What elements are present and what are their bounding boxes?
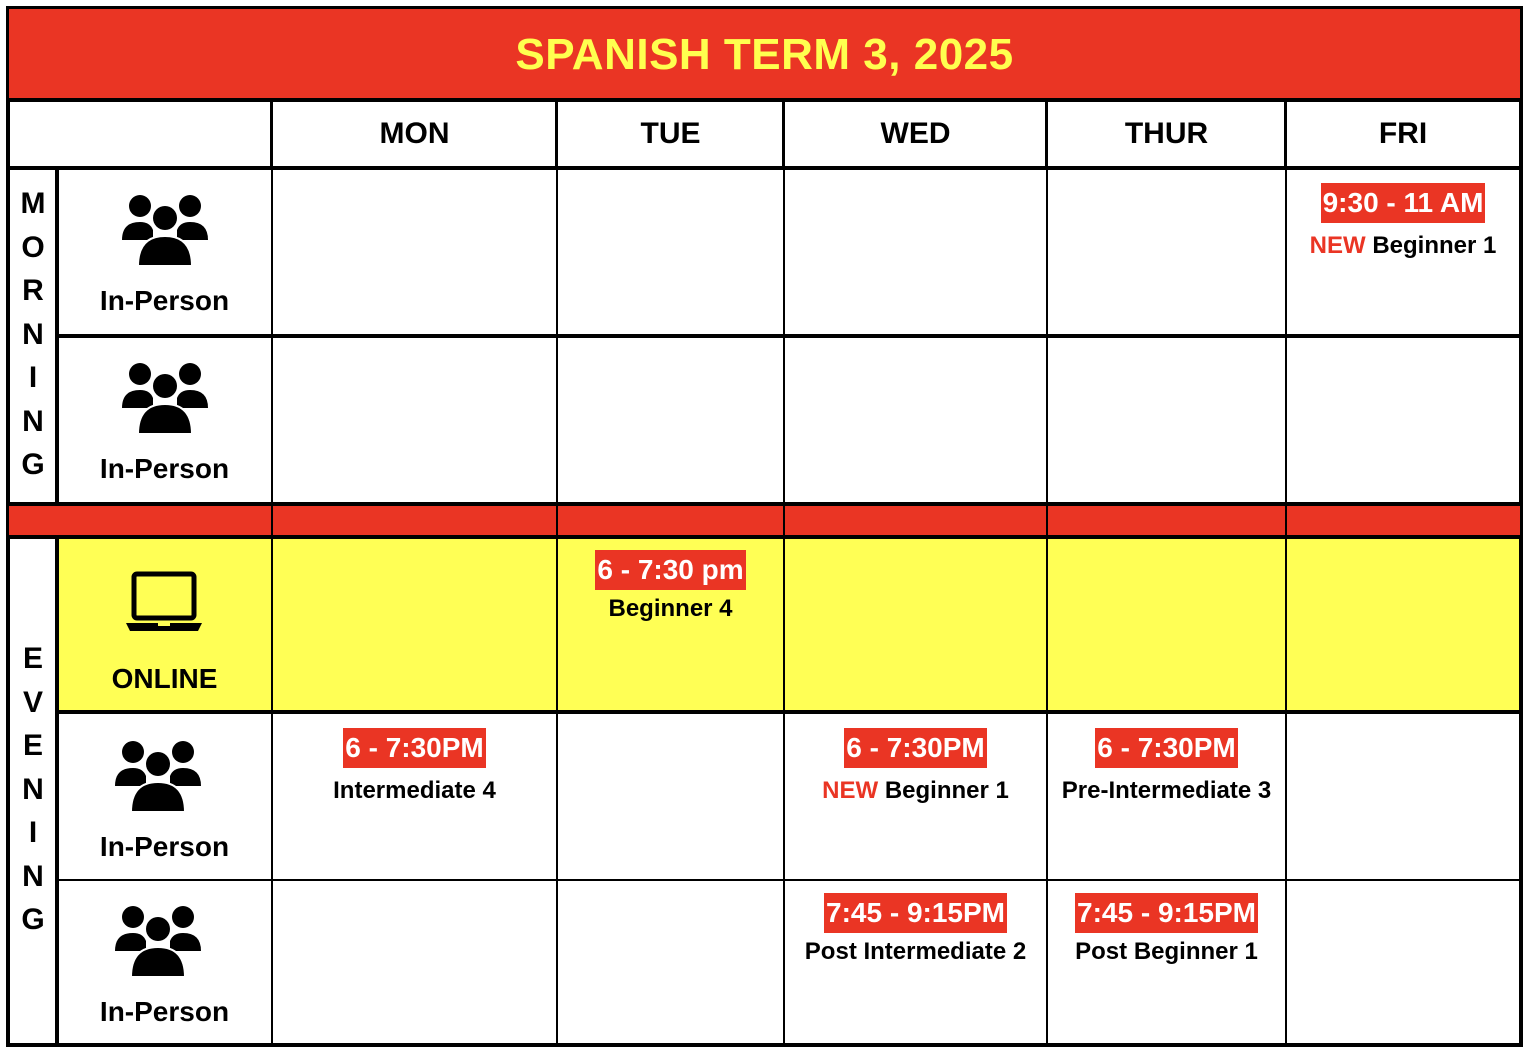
mode-cell-in-person (58, 714, 271, 879)
class-name (1310, 229, 1497, 263)
class-name (822, 774, 1009, 808)
grid-line (1519, 535, 1523, 1047)
mode-cell-in-person (58, 881, 271, 1043)
evening-divider (6, 504, 1523, 536)
people-group-icon (120, 358, 210, 436)
mode-label: In-Person (99, 831, 230, 862)
class-level: Beginner 1 (884, 777, 1009, 804)
period-letter: O (21, 230, 45, 264)
period-letter: E (22, 642, 43, 675)
period-letter: N (22, 317, 44, 351)
day-header-tue: TUE (640, 117, 701, 150)
title-bar (6, 6, 1523, 100)
day-header-fri: FRI (1378, 117, 1428, 150)
period-letter: N (22, 404, 44, 438)
period-letter: I (28, 361, 38, 394)
new-badge: NEW (822, 777, 879, 804)
class-slot-evening-mon (273, 728, 556, 808)
class-name: Post Beginner 1 (1075, 938, 1258, 965)
period-letter: M (20, 187, 46, 220)
people-group-icon (113, 901, 203, 979)
people-group-icon (113, 736, 203, 814)
class-name: Post Intermediate 2 (804, 938, 1027, 965)
class-time: 6 - 7:30 pm (595, 550, 745, 590)
class-slot-morning-fri (1287, 183, 1519, 263)
grid-line (58, 879, 1523, 881)
grid-line (6, 1043, 1523, 1047)
mode-cell-online (58, 539, 271, 710)
day-header-mon: MON (379, 117, 450, 150)
period-letter: V (22, 685, 43, 719)
grid-line (1285, 170, 1287, 1047)
period-letter: E (22, 729, 43, 762)
mode-label: ONLINE (111, 663, 218, 694)
class-slot-evening-thur (1048, 728, 1285, 808)
class-time: 6 - 7:30PM (1095, 728, 1238, 768)
grid-line (58, 334, 1523, 338)
period-label-evening (9, 637, 57, 942)
class-time: 9:30 - 11 AM (1321, 183, 1486, 223)
class-level: Beginner 1 (1372, 232, 1497, 259)
class-name: Beginner 4 (608, 595, 733, 622)
period-letter: N (22, 772, 44, 806)
people-group-icon (120, 190, 210, 268)
period-letter: G (21, 903, 45, 936)
period-label-morning (9, 182, 57, 487)
mode-label: In-Person (99, 453, 230, 484)
laptop-icon (124, 571, 204, 633)
class-slot-evening-wed (785, 728, 1046, 808)
period-letter: G (21, 448, 45, 481)
class-slot-evening-late-wed (785, 893, 1046, 969)
class-time: 7:45 - 9:15PM (824, 893, 1007, 933)
class-slot-evening-late-thur (1048, 893, 1285, 969)
class-time: 6 - 7:30PM (343, 728, 486, 768)
grid-line (1519, 98, 1523, 506)
schedule-title: SPANISH TERM 3, 2025 (515, 29, 1014, 79)
period-letter: I (28, 816, 38, 849)
day-header-wed: WED (880, 117, 951, 150)
class-time: 6 - 7:30PM (844, 728, 987, 768)
class-slot-online-tue (558, 550, 783, 626)
grid-line (6, 502, 1523, 506)
grid-line (271, 170, 273, 1047)
period-letter: R (22, 274, 44, 307)
day-header-thur: THUR (1124, 117, 1209, 150)
online-row-highlight (58, 537, 1522, 712)
class-name: Intermediate 4 (333, 777, 496, 804)
mode-cell-in-person (58, 170, 271, 334)
period-letter: N (22, 859, 44, 893)
grid-line (58, 710, 1523, 714)
mode-label: In-Person (99, 285, 230, 316)
mode-label: In-Person (99, 996, 230, 1027)
new-badge: NEW (1309, 232, 1366, 259)
class-name: Pre-Intermediate 3 (1061, 777, 1272, 804)
class-time: 7:45 - 9:15PM (1075, 893, 1258, 933)
mode-cell-in-person (58, 338, 271, 502)
